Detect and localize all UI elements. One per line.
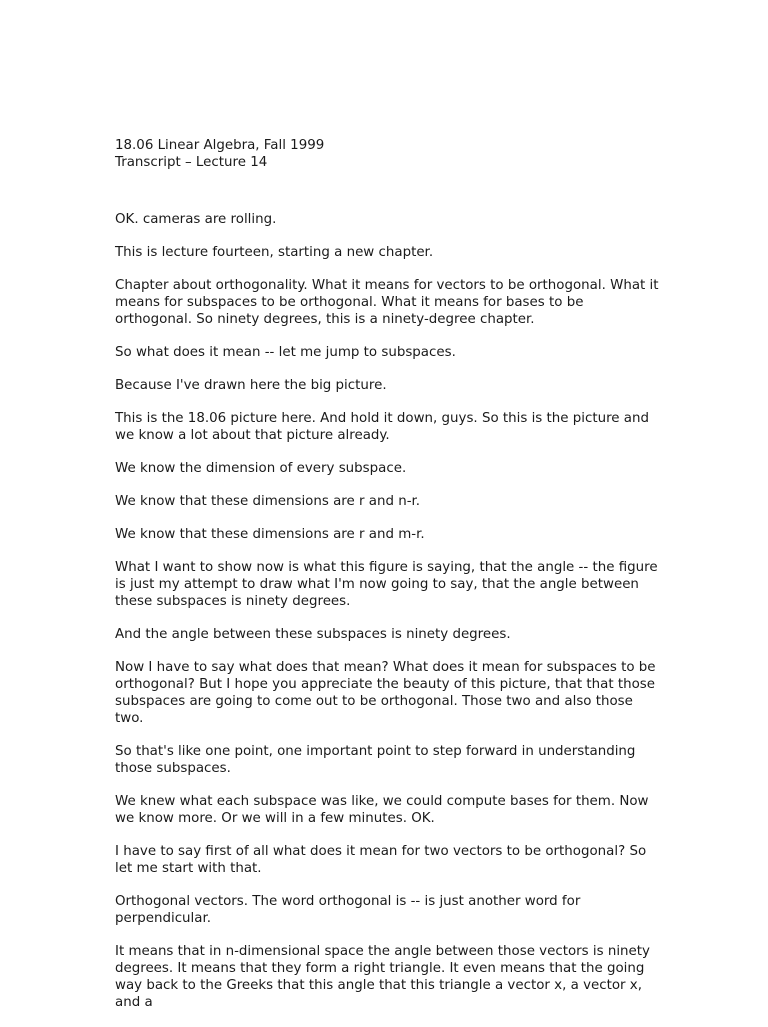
paragraph: We know that these dimensions are r and n-r.	[115, 494, 421, 509]
transcript-page	[115, 137, 660, 1027]
document-header	[115, 137, 660, 171]
transcript-body	[115, 211, 660, 1011]
paragraph: We knew what each subspace was like, we could compute bases for them. Now we know more. Or we will in a few minutes. OK.	[115, 794, 649, 826]
paragraph: I have to say first of all what does it mean for two vectors to be orthogonal? So let me start with that.	[115, 844, 647, 876]
paragraph: This is lecture fourteen, starting a new chapter.	[115, 245, 434, 260]
paragraph: Orthogonal vectors. The word orthogonal is -- is just another word for perpendicular.	[115, 894, 581, 926]
paragraph: So that's like one point, one important point to step forward in understanding those subspaces.	[115, 744, 636, 776]
paragraph: We know that these dimensions are r and m-r.	[115, 527, 425, 542]
paragraph: It means that in n-dimensional space the angle between those vectors is ninety degrees. It means that they form a right triangle. It even means that the going way back to the Greeks that this angle that this triangle a vector x, a vector x, and a	[115, 944, 650, 1010]
paragraph: This is the 18.06 picture here. And hold it down, guys. So this is the picture and we know a lot about that picture already.	[115, 411, 649, 443]
paragraph: And the angle between these subspaces is ninety degrees.	[115, 627, 511, 642]
paragraph: Now I have to say what does that mean? What does it mean for subspaces to be orthogonal? But I hope you appreciate the beauty of this picture, that that those subspaces are going to come out to be orthogonal. Those two and also those two.	[115, 660, 656, 726]
lecture-title: Transcript – Lecture 14	[115, 155, 268, 170]
paragraph: What I want to show now is what this figure is saying, that the angle -- the figure is just my attempt to draw what I'm now going to say, that the angle between these subspaces is ninety degrees.	[115, 560, 658, 609]
paragraph: Because I've drawn here the big picture.	[115, 378, 387, 393]
paragraph: So what does it mean -- let me jump to subspaces.	[115, 345, 456, 360]
paragraph: We know the dimension of every subspace.	[115, 461, 407, 476]
paragraph: Chapter about orthogonality. What it means for vectors to be orthogonal. What it means for subspaces to be orthogonal. What it means for bases to be orthogonal. So ninety degrees, this is a ninety-degree chapter.	[115, 278, 659, 327]
course-title: 18.06 Linear Algebra, Fall 1999	[115, 138, 325, 153]
paragraph: OK. cameras are rolling.	[115, 212, 277, 227]
